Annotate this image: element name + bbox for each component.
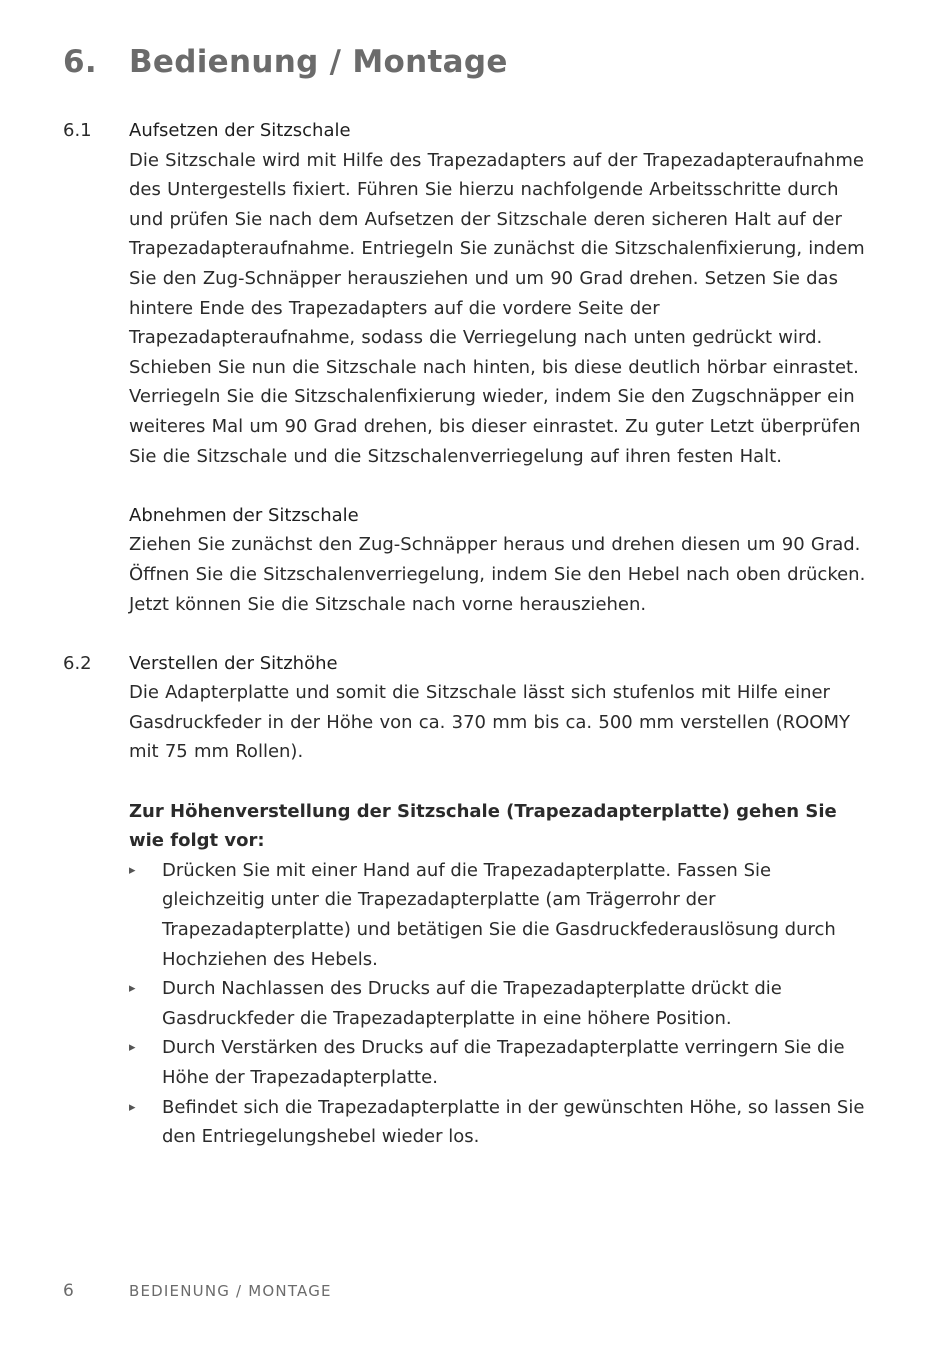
- section-body: [129, 649, 873, 1152]
- section-number: 6.1: [63, 120, 92, 141]
- page-footer: [63, 1281, 332, 1301]
- instruction-title: Zur Höhenverstellung der Sitzschale (Trapezadapterplatte) gehen Sie wie folgt vor:: [129, 800, 837, 852]
- instruction-list: [129, 856, 873, 1152]
- subsection-title: Abnehmen der Sitzschale: [129, 504, 359, 526]
- section-body: [129, 116, 873, 619]
- subsection-paragraph: Ziehen Sie zunächst den Zug-Schnäpper heraus und drehen diesen um 90 Grad. Öffnen Sie die Sitzschalenverriegelung, indem Sie den Hebel nach oben drücken. Jetzt können Sie die Sitzschale nach vorne herausziehen.: [129, 534, 866, 615]
- list-item: [129, 856, 873, 974]
- section-6-2: [63, 649, 873, 1152]
- list-item-text: Befindet sich die Trapezadapterplatte in der gewünschten Höhe, so lassen Sie den Entriegelungshebel wieder los.: [162, 1096, 865, 1148]
- section-title: Verstellen der Sitzhöhe: [129, 652, 338, 674]
- section-number: 6.2: [63, 652, 92, 674]
- section-paragraph: Die Sitzschale wird mit Hilfe des Trapezadapters auf der Trapezadapteraufnahme des Untergestells fixiert. Führen Sie hierzu nachfolgende Arbeitsschritte durch und prüfen Sie nach dem Aufsetzen der Sitzschale deren sicheren Halt auf der Trapezadapteraufnahme. Entriegeln Sie zunächst die Sitzschalenfixierung, indem Sie den Zug-Schnäpper herausziehen und um 90 Grad drehen. Setzen Sie das hintere Ende des Trapezadapters auf die vordere Seite der Trapezadapteraufnahme, sodass die Verriegelung nach unten gedrückt wird. Schieben Sie nun die Sitzschale nach hinten, bis diese deutlich hörbar einrastet. Verriegeln Sie die Sitzschalenfixierung wieder, indem Sie den Zugschnäpper ein weiteres Mal um 90 Grad drehen, bis dieser einrastet. Zu guter Letzt überprüfen Sie die Sitzschale und die Sitzschalenverriegelung auf ihren festen Halt.: [129, 149, 865, 467]
- section-6-1: [63, 116, 873, 619]
- list-item: [129, 1033, 873, 1092]
- list-item: [129, 974, 873, 1033]
- caret-right-icon: ▸: [129, 1099, 136, 1115]
- caret-right-icon: ▸: [129, 1040, 136, 1056]
- section-paragraph: Die Adapterplatte und somit die Sitzschale lässt sich stufenlos mit Hilfe einer Gasdruckfeder in der Höhe von ca. 370 mm bis ca. 500 mm verstellen (ROOMY mit 75 mm Rollen).: [129, 682, 850, 763]
- list-item-text: Durch Verstärken des Drucks auf die Trapezadapterplatte verringern Sie die Höhe der Trapezadapterplatte.: [162, 1037, 845, 1088]
- list-item: [129, 1093, 873, 1152]
- caret-right-icon: ▸: [129, 981, 136, 997]
- chapter-number: 6.: [63, 44, 97, 80]
- running-title: BEDIENUNG / MONTAGE: [129, 1282, 332, 1300]
- list-item-text: Drücken Sie mit einer Hand auf die Trapezadapterplatte. Fassen Sie gleichzeitig unter die Trapezadapterplatte (am Trägerrohr der Trapezadapterplatte) und betätigen Sie die Gasdruckfederauslösung durch Hochziehen des Hebels.: [162, 859, 836, 970]
- chapter-title: Bedienung / Montage: [129, 44, 508, 80]
- caret-right-icon: ▸: [129, 862, 136, 878]
- page-number: 6: [63, 1281, 74, 1301]
- section-title: Aufsetzen der Sitzschale: [129, 120, 351, 141]
- list-item-text: Durch Nachlassen des Drucks auf die Trapezadapterplatte drückt die Gasdruckfeder die Trapezadapterplatte in eine höhere Position.: [162, 978, 782, 1029]
- page-content: [63, 116, 873, 1152]
- chapter-heading: [63, 44, 508, 80]
